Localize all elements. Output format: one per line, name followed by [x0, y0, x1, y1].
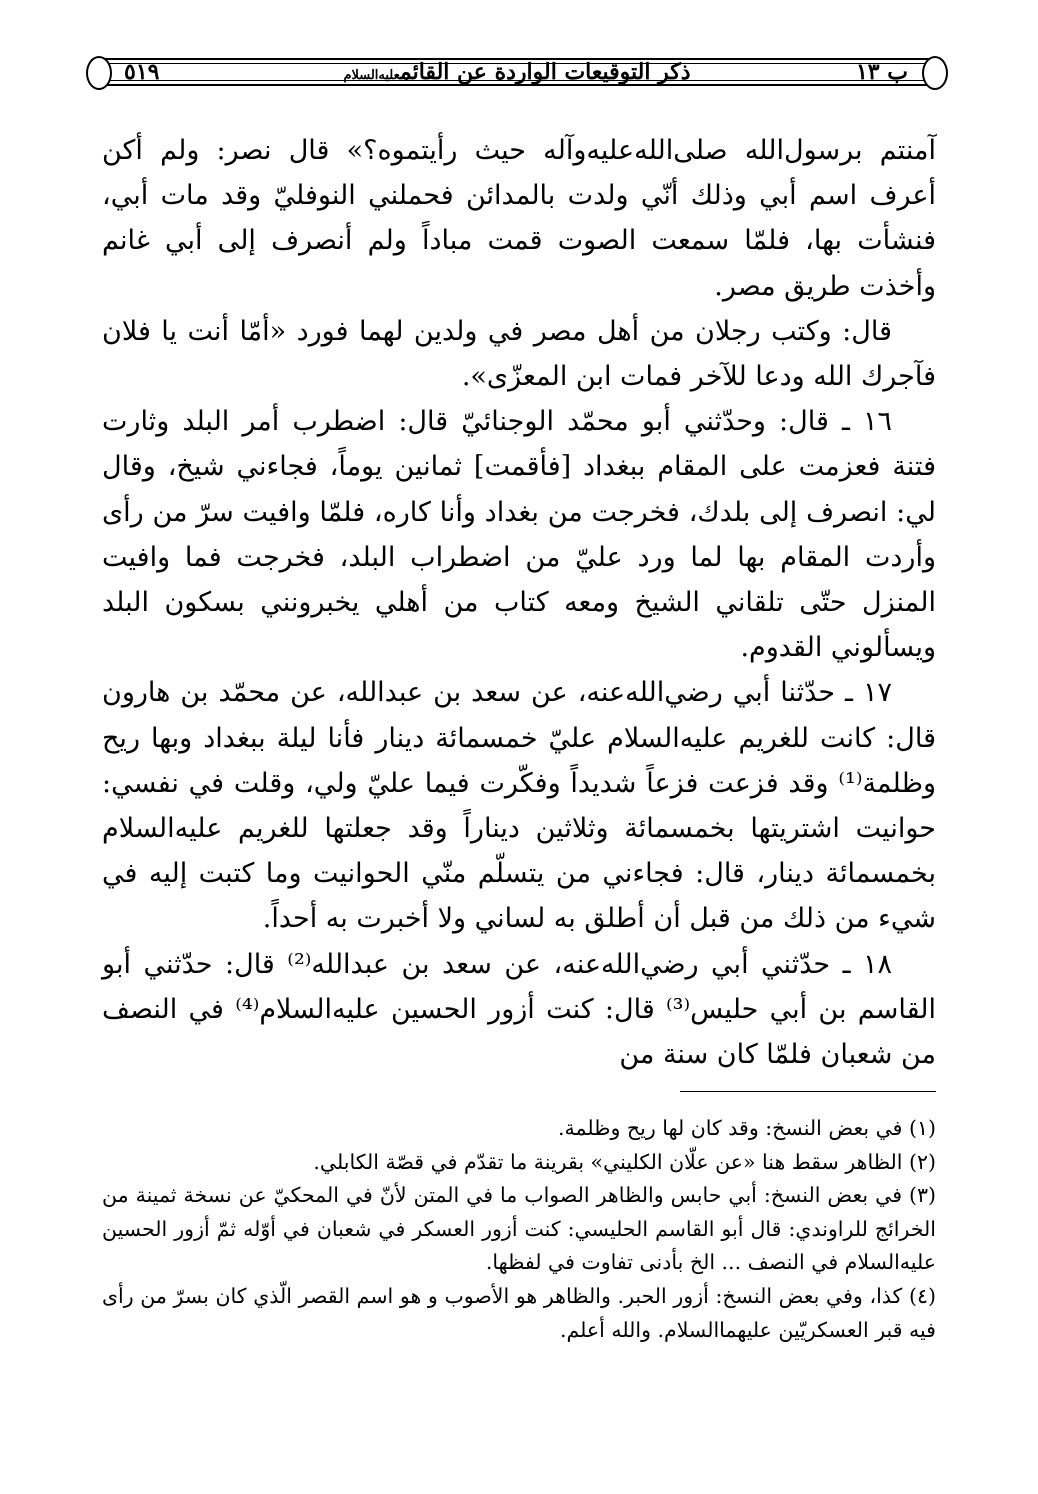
footnote: (٢) الظاهر سقط هنا «عن علّان الكليني» بقرينة ما تقدّم في قصّة الكابلي.	[313, 1149, 936, 1174]
paragraph: ١٦ ـ قال: وحدّثني أبو محمّد الوجنائيّ قال: اضطرب أمر البلد وثارت فتنة فعزمت على المقام ببغداد [فأقمت] ثمانين يوماً، فجاءني شيخ، وقال لي: انصرف إلى بلدك، فخرجت من بغداد وأنا كاره، فلمّا وافيت سرّ من رأى وأردت المقام بها لما ورد عليّ من اضطراب البلد، فخرجت فما وافيت المنزل حتّى تلقاني الشيخ ومعه كتاب من أهلي يخبرونني بسكون البلد ويسألوني القدوم.	[102, 406, 936, 664]
footnote: (١) في بعض النسخ: وقد كان لها ريح وظلمة.	[558, 1116, 936, 1140]
paragraph: ١٨ ـ حدّثني أبي رضي‌الله‌عنه، عن سعد بن عبدالله⁽²⁾ قال: حدّثني أبو القاسم بن أبي حليس⁽³⁾ قال: كنت أزور الحسين عليه‌السلام⁽⁴⁾ في النصف من شعبان فلمّا كان سنة من	[102, 948, 936, 1071]
paragraph: ١٧ ـ حدّثنا أبي رضي‌الله‌عنه، عن سعد بن عبدالله، عن محمّد بن هارون قال: كانت للغريم عليه‌السلام عليّ خمسمائة دينار فأنا ليلة ببغداد وبها ريح وظلمة⁽¹⁾ وقد فزعت فزعاً شديداً وفكّرت فيما عليّ ولي، وقلت في نفسي: حوانيت اشتريتها بخمسمائة وثلاثين ديناراً وقد جعلتها للغريم عليه‌السلام بخمسمائة دينار، قال: فجاءني من يتسلّم منّي الحوانيت وما كتبت إليه في شيء من ذلك من قبل أن أطلق به لساني ولا أخبرت به أحداً.	[102, 677, 936, 935]
honorific: عليه‌السلام	[343, 68, 400, 83]
running-header	[84, 52, 950, 92]
header-title	[84, 57, 950, 91]
paragraph: قال: وكتب رجلان من أهل مصر في ولدين لهما فورد «أمّا أنت يا فلان فآجرك الله ودعا للآخر فمات ابن المعزّى».	[102, 315, 936, 393]
footnotes	[102, 1112, 936, 1347]
header-title-text: ذكر التوقيعات الواردة عن القائم	[399, 59, 691, 85]
main-text	[102, 128, 936, 1077]
paragraph: آمنتم برسول‌الله صلى‌الله‌عليه‌وآله حيث رأيتموه؟» قال نصر: ولم أكن أعرف اسم أبي وذلك أنّي ولدت بالمدائن فحملني النوفليّ وقد مات أبي، فنشأت بها، فلمّا سمعت الصوت قمت مباداً ولم أنصرف إلى أبي غانم وأخذت طريق مصر.	[102, 135, 936, 302]
page-number: ٥١٩	[124, 59, 160, 85]
footnote-separator	[680, 1091, 936, 1092]
footnote: (٣) في بعض النسخ: أبي حابس والظاهر الصواب ما في المتن لأنّ في المحكيّ عن نسخة ثمينة من الخرائج للراوندي: قال أبو القاسم الحليسي: كنت أزور العسكر في شعبان في أوّله ثمّ أزور الحسين عليه‌السلام في النصف ... الخ بأدنى تفاوت في لفظها.	[102, 1183, 936, 1275]
footnote: (٤) كذا، وفي بعض النسخ: أزور الحبر. والظاهر هو الأصوب و هو اسم القصر الّذي كان بسرّ من رأى فيه قبر العسكريّين عليهما‌السلام. والله أعلم.	[102, 1283, 936, 1342]
chapter-label: ب ١٣	[855, 59, 908, 85]
